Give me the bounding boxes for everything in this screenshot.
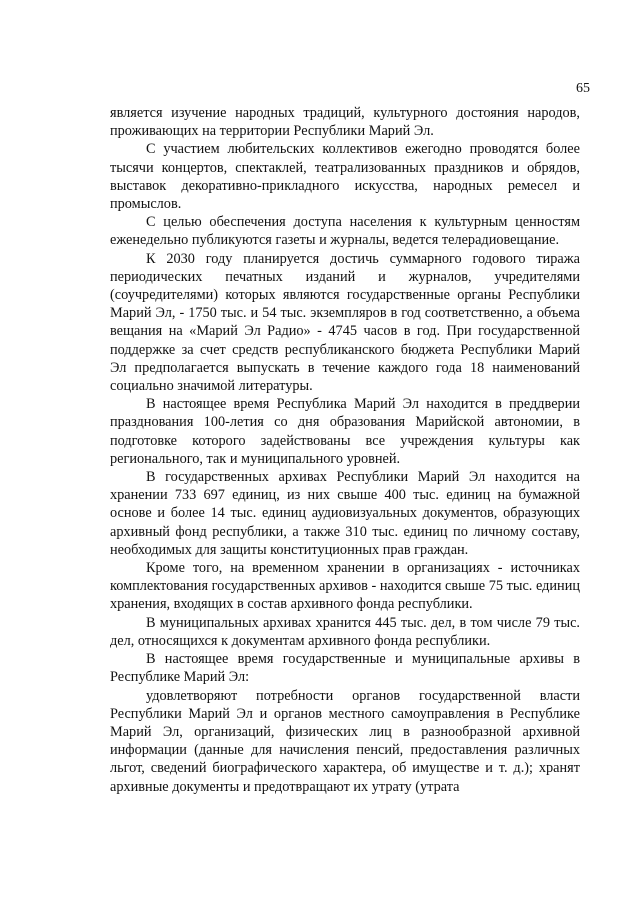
paragraph-5: В настоящее время Республика Марий Эл находится в преддверии празднования 100-летия со дня образования Марийской автономии, в подготовке которого задействованы все учреждения культуры как регионального, так и муниципального уровней. bbox=[110, 396, 580, 467]
paragraph-7: Кроме того, на временном хранении в организациях - источниках комплектования государственных архивов - находится свыше 75 тыс. единиц хранения, входящих в состав архивного фонда республики. bbox=[110, 560, 580, 613]
paragraph-9: В настоящее время государственные и муниципальные архивы в Республике Марий Эл: bbox=[110, 651, 580, 686]
paragraph-10: удовлетворяют потребности органов государственной власти Республики Марий Эл и органов местного самоуправления в Республике Марий Эл, организаций, физических лиц в разнообразной архивной информации (данные для начисления пенсий, предоставления различных льгот, сведений биографического характера, об имуществе и т. д.); хранят архивные документы и предотвращают их утрату (утрата bbox=[110, 687, 580, 795]
paragraph-4: К 2030 году планируется достичь суммарного годового тиража периодических печатных изданий и журналов, учредителями (соучредителями) которых являются государственные органы Республики Марий Эл, - 1750 тыс. и 54 тыс. экземпляров в год соответственно, а объема вещания на «Марий Эл Радио» - 4745 часов в год. При государственной поддержке за счет средств республиканского бюджета Республики Марий Эл предполагается выпускать в течение каждого года 18 наименований социально значимой литературы. bbox=[110, 250, 580, 395]
paragraph-2: С участием любительских коллективов ежегодно проводятся более тысячи концертов, спектаклей, театрализованных праздников и обрядов, выставок декоративно-прикладного искусства, народных ремесел и промыслов. bbox=[110, 141, 580, 213]
paragraph-8: В муниципальных архивах хранится 445 тыс. дел, в том числе 79 тыс. дел, относящихся к документам архивного фонда республики. bbox=[110, 614, 580, 649]
page-number: 65 bbox=[576, 81, 590, 96]
body-text bbox=[110, 104, 580, 796]
paragraph-6: В государственных архивах Республики Марий Эл находится на хранении 733 697 единиц, из них свыше 400 тыс. единиц на бумажной основе и более 14 тыс. единиц аудиовизуальных документов, образующих архивный фонд республики, а также 310 тыс. единиц по личному составу, необходимых для защиты конституционных прав граждан. bbox=[110, 469, 580, 558]
paragraph-3: С целью обеспечения доступа населения к культурным ценностям еженедельно публикуются газеты и журналы, ведется телерадиовещание. bbox=[110, 214, 580, 249]
paragraph-1: является изучение народных традиций, культурного достояния народов, проживающих на территории Республики Марий Эл. bbox=[110, 105, 580, 140]
